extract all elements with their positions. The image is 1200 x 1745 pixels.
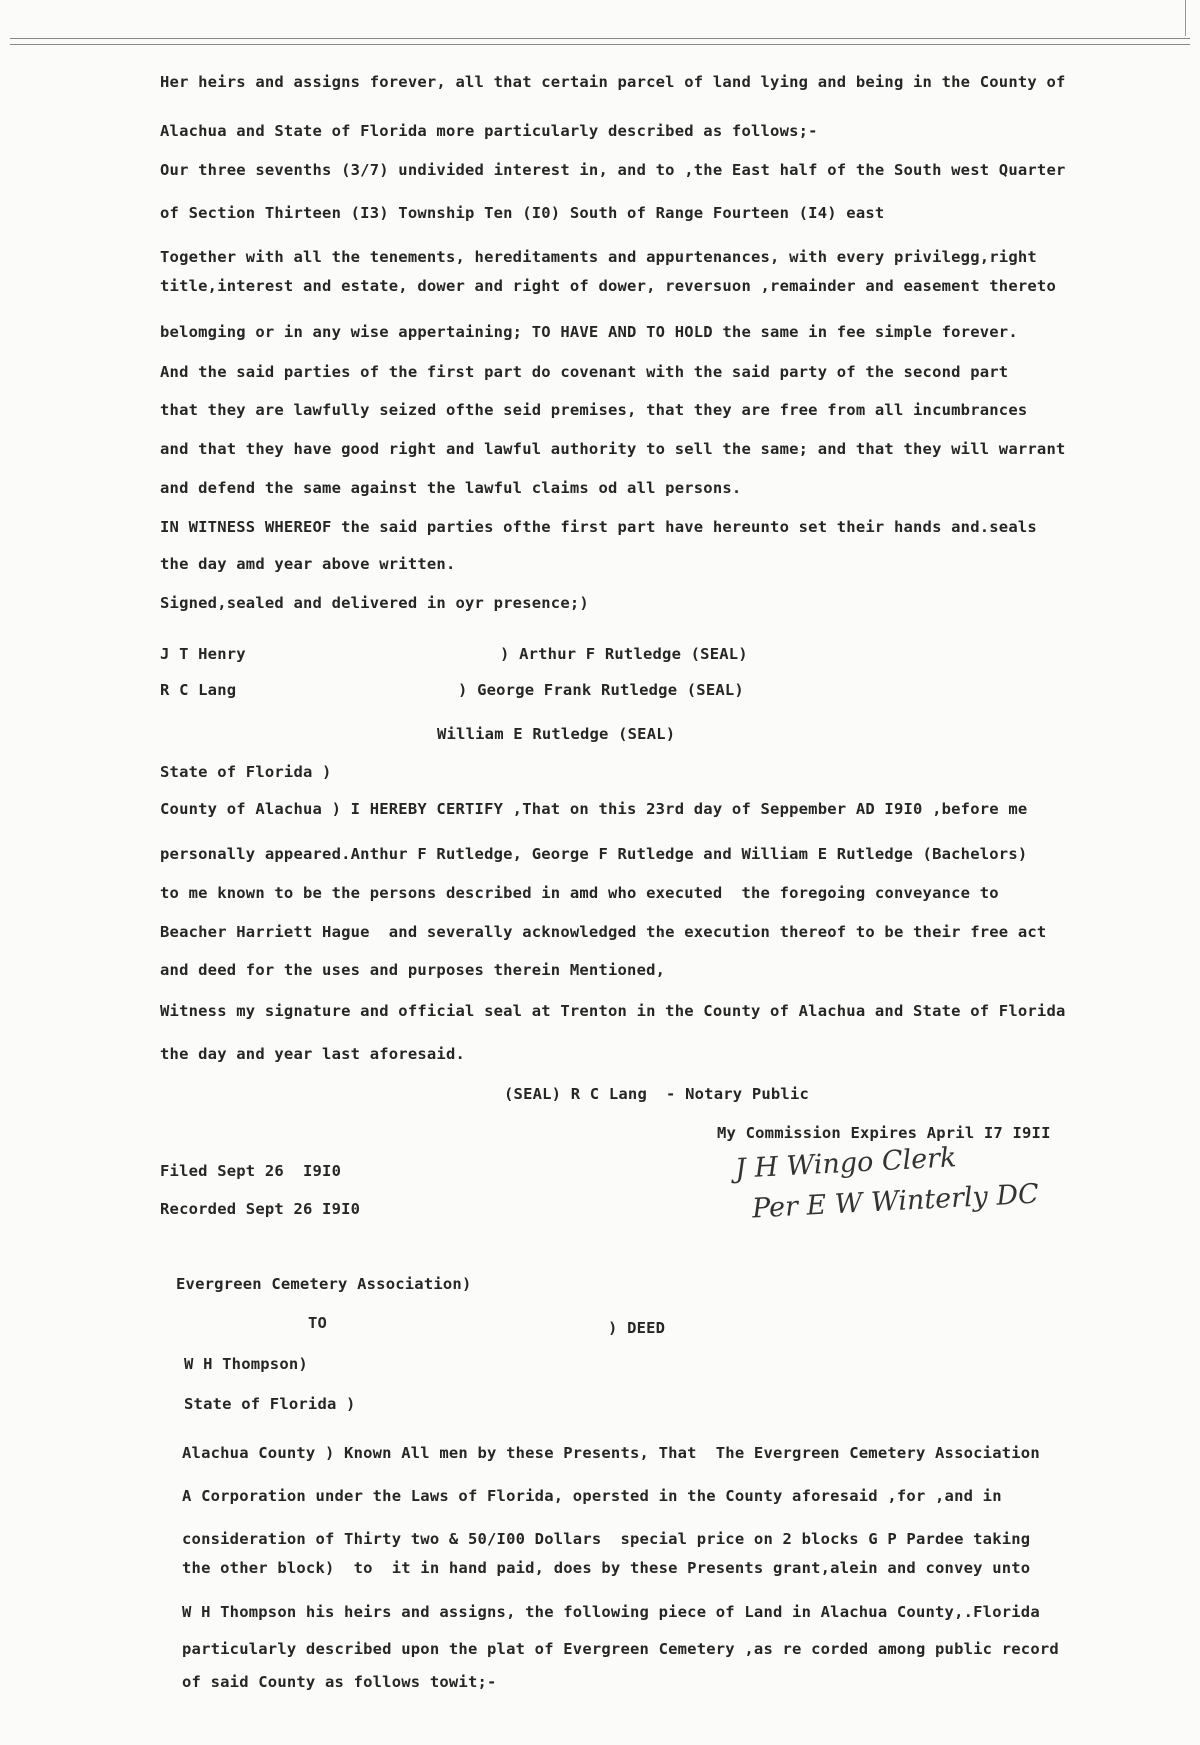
ack-line-4: to me known to be the persons described in amd who executed the foregoing conveyance to — [160, 884, 999, 902]
deputy-clerk-signature: Per E W Winterly DC — [751, 1178, 1040, 1225]
top-rule — [10, 38, 1190, 39]
ack-line-8: the day and year last aforesaid. — [160, 1045, 466, 1063]
commission-line: My Commission Expires April I7 I9II — [717, 1124, 1051, 1142]
ack-line-2: County of Alachua ) I HEREBY CERTIFY ,That on this 23rd day of Seppember AD I9I0 ,before me — [160, 800, 1028, 818]
recorded-date: Recorded Sept 26 I9I0 — [160, 1200, 361, 1218]
top-rule-second — [10, 44, 1190, 45]
deed1-line-4: of Section Thirteen (I3) Township Ten (I0) South of Range Fourteen (I4) east — [160, 204, 885, 222]
deed1-line-14: Signed,sealed and delivered in oyr presence;) — [160, 594, 589, 612]
notary-line: (SEAL) R C Lang - Notary Public — [504, 1085, 810, 1103]
deed1-line-13: the day amd year above written. — [160, 555, 456, 573]
deed2-line-2: A Corporation under the Laws of Florida, opersted in the County aforesaid ,for ,and in — [182, 1487, 1002, 1505]
deed2-line-1: Alachua County ) Known All men by these Presents, That The Evergreen Cemetery Association — [182, 1444, 1040, 1462]
deed2-deed: ) DEED — [608, 1319, 666, 1337]
signer-1: ) Arthur F Rutledge (SEAL) — [500, 645, 748, 663]
deed1-line-8: And the said parties of the first part do covenant with the said party of the second part — [160, 363, 1009, 381]
signer-3: William E Rutledge (SEAL) — [437, 725, 676, 743]
deed2-line-3: consideration of Thirty two & 50/I00 Dollars special price on 2 blocks G P Pardee taking — [182, 1530, 1031, 1548]
deed1-line-1: Her heirs and assigns forever, all that certain parcel of land lying and being in the County of — [160, 73, 1066, 91]
clerk-signature: J H Wingo Clerk — [734, 1142, 958, 1185]
ack-line-3: personally appeared.Anthur F Rutledge, George F Rutledge and William E Rutledge (Bachelors) — [160, 845, 1028, 863]
deed2-grantee: W H Thompson) — [184, 1355, 308, 1373]
deed2-line-5: W H Thompson his heirs and assigns, the following piece of Land in Alachua County,.Florida — [182, 1603, 1040, 1621]
deed2-state: State of Florida ) — [184, 1395, 356, 1413]
deed1-line-6: title,interest and estate, dower and right of dower, reversuon ,remainder and easement thereto — [160, 277, 1056, 295]
deed2-line-7: of said County as follows towit;- — [182, 1673, 497, 1691]
ack-line-1: State of Florida ) — [160, 763, 332, 781]
deed1-line-12: IN WITNESS WHEREOF the said parties ofthe first part have hereunto set their hands and.seals — [160, 518, 1037, 536]
deed2-grantor: Evergreen Cemetery Association) — [176, 1275, 472, 1293]
deed1-line-7: belomging or in any wise appertaining; TO HAVE AND TO HOLD the same in fee simple forever. — [160, 323, 1018, 341]
deed1-line-5: Together with all the tenements, hereditaments and appurtenances, with every privilegg,right — [160, 248, 1037, 266]
deed1-line-10: and that they have good right and lawful authority to sell the same; and that they will warrant — [160, 440, 1066, 458]
deed1-line-9: that they are lawfully seized ofthe seid premises, that they are free from all incumbrances — [160, 401, 1028, 419]
witness-1: J T Henry — [160, 645, 246, 663]
signer-2: ) George Frank Rutledge (SEAL) — [458, 681, 744, 699]
deed2-line-6: particularly described upon the plat of Evergreen Cemetery ,as re corded among public record — [182, 1640, 1059, 1658]
ack-line-7: Witness my signature and official seal at Trenton in the County of Alachua and State of Florida — [160, 1002, 1066, 1020]
deed1-line-3: Our three sevenths (3/7) undivided interest in, and to ,the East half of the South west Quarter — [160, 161, 1066, 179]
witness-2: R C Lang — [160, 681, 237, 699]
ack-line-6: and deed for the uses and purposes therein Mentioned, — [160, 961, 666, 979]
ack-line-5: Beacher Harriett Hague and severally acknowledged the execution thereof to be their free act — [160, 923, 1047, 941]
page-edge-mark — [1185, 0, 1186, 36]
deed1-line-11: and defend the same against the lawful claims od all persons. — [160, 479, 742, 497]
deed2-line-4: the other block) to it in hand paid, does by these Presents grant,alein and convey unto — [182, 1559, 1031, 1577]
deed2-to: TO — [308, 1314, 328, 1332]
deed1-line-2: Alachua and State of Florida more particularly described as follows;- — [160, 122, 818, 140]
filed-date: Filed Sept 26 I9I0 — [160, 1162, 342, 1180]
